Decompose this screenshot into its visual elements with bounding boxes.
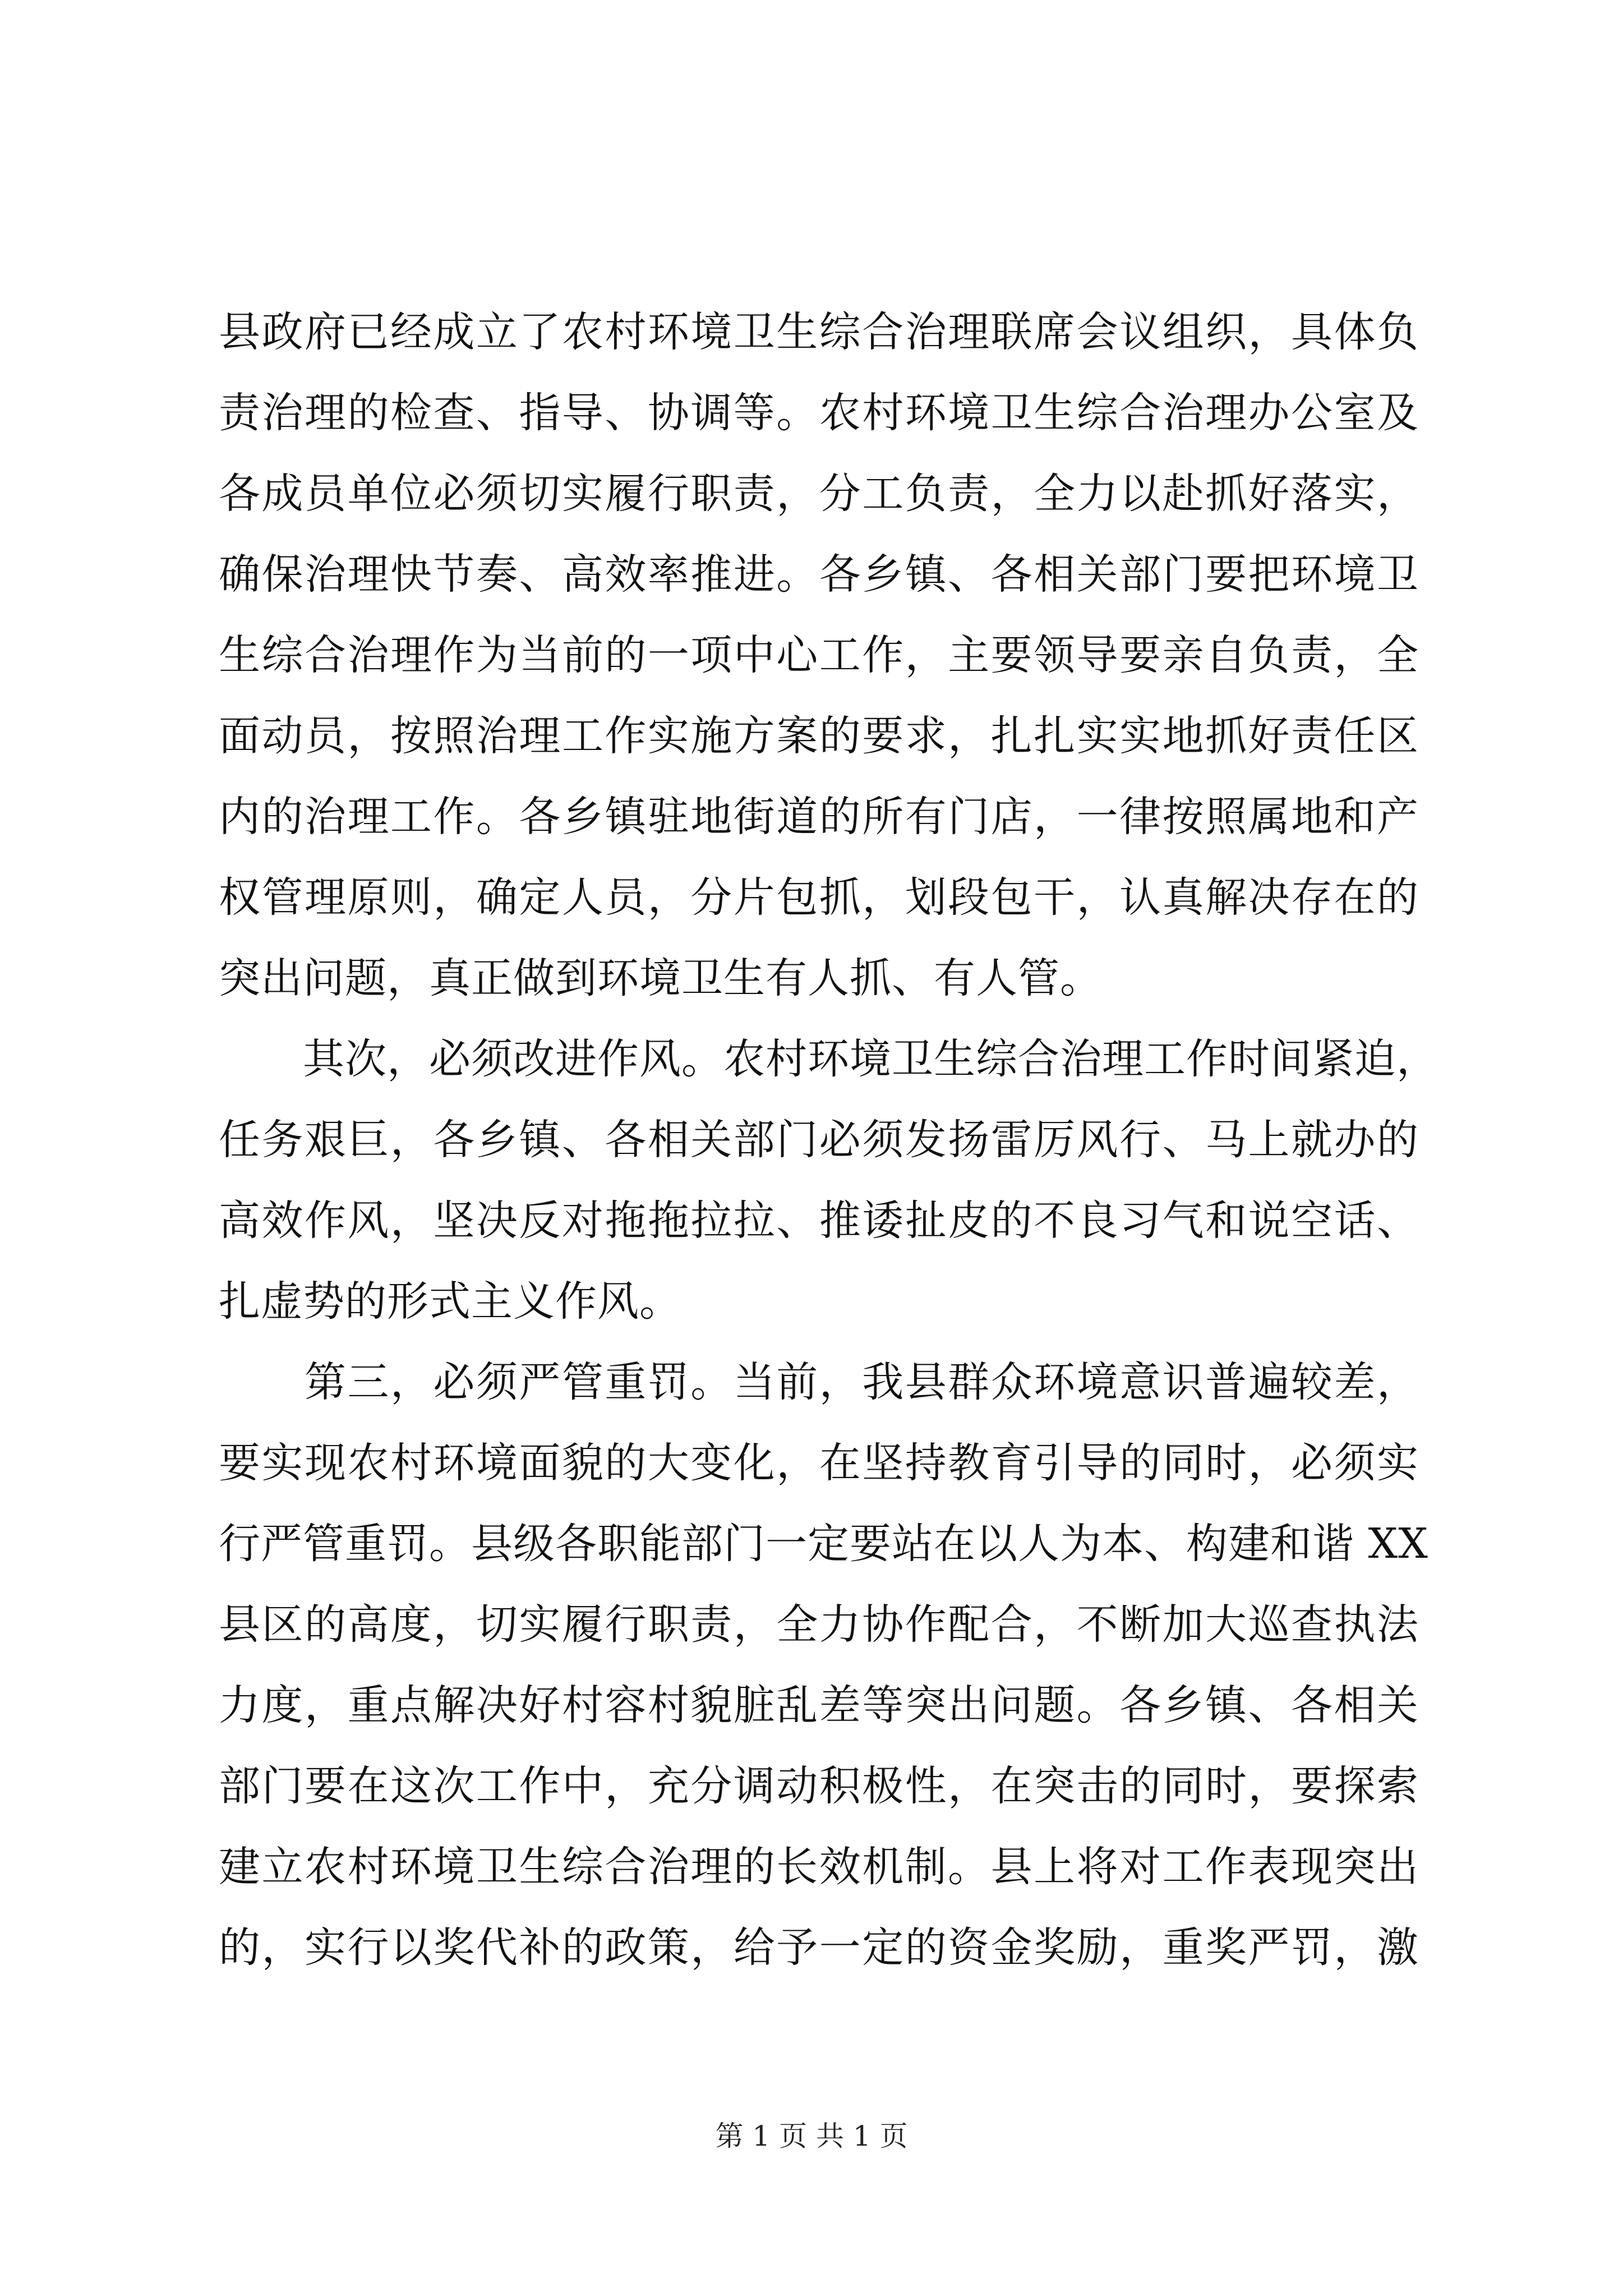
text-line: 要实现农村环境面貌的大变化，在坚持教育引导的同时，必须实 (219, 1439, 1419, 1487)
text-line: 面动员，按照治理工作实施方案的要求，扎扎实实地抓好责任区 (219, 712, 1419, 760)
text-line: 任务艰巨，各乡镇、各相关部门必须发扬雷厉风行、马上就办的 (219, 1116, 1419, 1164)
text-line: 的，实行以奖代补的政策，给予一定的资金奖励，重奖严罚，激 (219, 1924, 1419, 1972)
text-line: 第三，必须严管重罚。当前，我县群众环境意识普遍较差， (219, 1358, 1419, 1406)
text-line: 扎虚势的形式主义作风。 (219, 1277, 681, 1326)
text-line: 各成员单位必须切实履行职责，分工负责，全力以赴抓好落实， (219, 470, 1419, 518)
text-line: 县区的高度，切实履行职责，全力协作配合，不断加大巡查执法 (219, 1600, 1419, 1649)
text-line: 高效作风，坚决反对拖拖拉拉、推诿扯皮的不良习气和说空话、 (219, 1197, 1419, 1245)
text-line: 建立农村环境卫生综合治理的长效机制。县上将对工作表现突出 (219, 1843, 1419, 1891)
text-line: 力度，重点解决好村容村貌脏乱差等突出问题。各乡镇、各相关 (219, 1681, 1419, 1729)
text-line: 确保治理快节奏、高效率推进。各乡镇、各相关部门要把环境卫 (219, 550, 1419, 599)
text-line: 县政府已经成立了农村环境卫生综合治理联席会议组织，具体负 (219, 308, 1419, 356)
text-line: 生综合治理作为当前的一项中心工作，主要领导要亲自负责，全 (219, 631, 1419, 679)
text-line: 内的治理工作。各乡镇驻地街道的所有门店，一律按照属地和产 (219, 793, 1419, 841)
document-body (219, 292, 1438, 1988)
text-line: 其次，必须改进作风。农村环境卫生综合治理工作时间紧迫， (219, 1035, 1438, 1083)
text-line: 权管理原则，确定人员，分片包抓，划段包干，认真解决存在的 (219, 873, 1419, 922)
text-line: 责治理的检查、指导、协调等。农村环境卫生综合治理办公室及 (219, 389, 1419, 437)
text-line: 突出问题，真正做到环境卫生有人抓、有人管。 (219, 954, 1102, 1002)
text-line: 行严管重罚。县级各职能部门一定要站在以人为本、构建和谐 XX (219, 1520, 1428, 1568)
text-line: 部门要在这次工作中，充分调动积极性，在突击的同时，要探索 (219, 1762, 1419, 1810)
page-footer: 第 1 页 共 1 页 (715, 2120, 908, 2152)
